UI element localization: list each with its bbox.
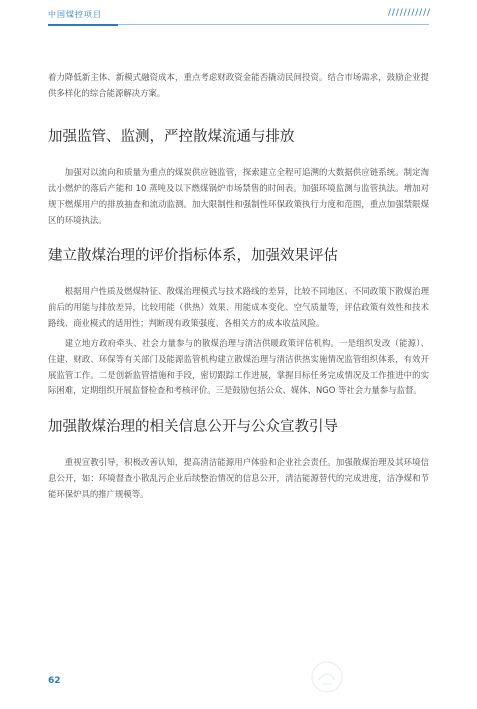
watermark-emblem-icon [310, 660, 344, 694]
section-heading-disclosure: 加强散煤治理的相关信息公开与公众宣教引导 [48, 419, 338, 436]
header-title: 中国煤控项目 [48, 10, 102, 19]
section-disclosure-paragraph: 重视宣教引导，积极改善认知，提高清洁能源用户体验和企业社会责任。加强散煤治理及其环境信息公开，如：环境督查小散乱污企业后续整治情况的信息公开，清洁能源替代的完成进度，洁净煤和节能环保炉具的推广规模等。 [48, 457, 429, 499]
section-heading-supervision: 加强监管、监测，严控散煤流通与排放 [48, 129, 295, 146]
section-evaluation-paragraph-2: 建立地方政府牵头、社会力量参与的散煤治理与清洁供暖政策评估机构。一是组织发改（能源）、住建、财政、环保等有关部门及能源监管机构建立散煤治理与清洁供热实施情况监管组织体系，有效开展监管工作。二是创新监管措施和手段，密切跟踪工作进展，掌握目标任务完成情况及工作推进中的实际困难，定期组织开展监督检查和考核评价。三是鼓励包括公众、媒体、NGO 等社会力量参与监督。 [48, 338, 429, 396]
page-number: 62 [48, 676, 61, 686]
page-body [48, 70, 429, 502]
section-supervision-paragraph: 加强对以流向和质量为重点的煤炭供应链监管，探索建立全程可追溯的大数据供应链系统。制定淘汰小燃炉的落后产能和 10 蒸吨及以下燃煤锅炉市场禁售的时间表。加强环境监测与监管执法。增加对规下燃煤用户的排放抽查和流动监测。加大限制性和强制性环保政策执行力度和范围，重点加强禁限煤区的环境执法。 [48, 167, 429, 225]
intro-paragraph: 着力降低新主体、新模式融资成本，重点考虑财政资金能否撬动民间投资。结合市场需求，鼓励企业提供多样化的综合能源解决方案。 [48, 72, 429, 98]
section-heading-evaluation: 建立散煤治理的评价指标体系，加强效果评估 [48, 248, 338, 265]
section-evaluation-paragraph-1: 根据用户性质及燃煤特征、散煤治理模式与技术路线的差异，比较不同地区、不同政策下散煤治理前后的用能与排放差异，比较用能（供热）效果、用能成本变化、空气质量等，评估政策有效性和技术路线、商业模式的适用性；判断现有政策强度、各相关方的成本收益风险。 [48, 286, 429, 328]
header-slash-decoration: / / / / / / / / / / / [388, 8, 429, 18]
page-header [0, 0, 477, 28]
header-rule [48, 24, 429, 25]
